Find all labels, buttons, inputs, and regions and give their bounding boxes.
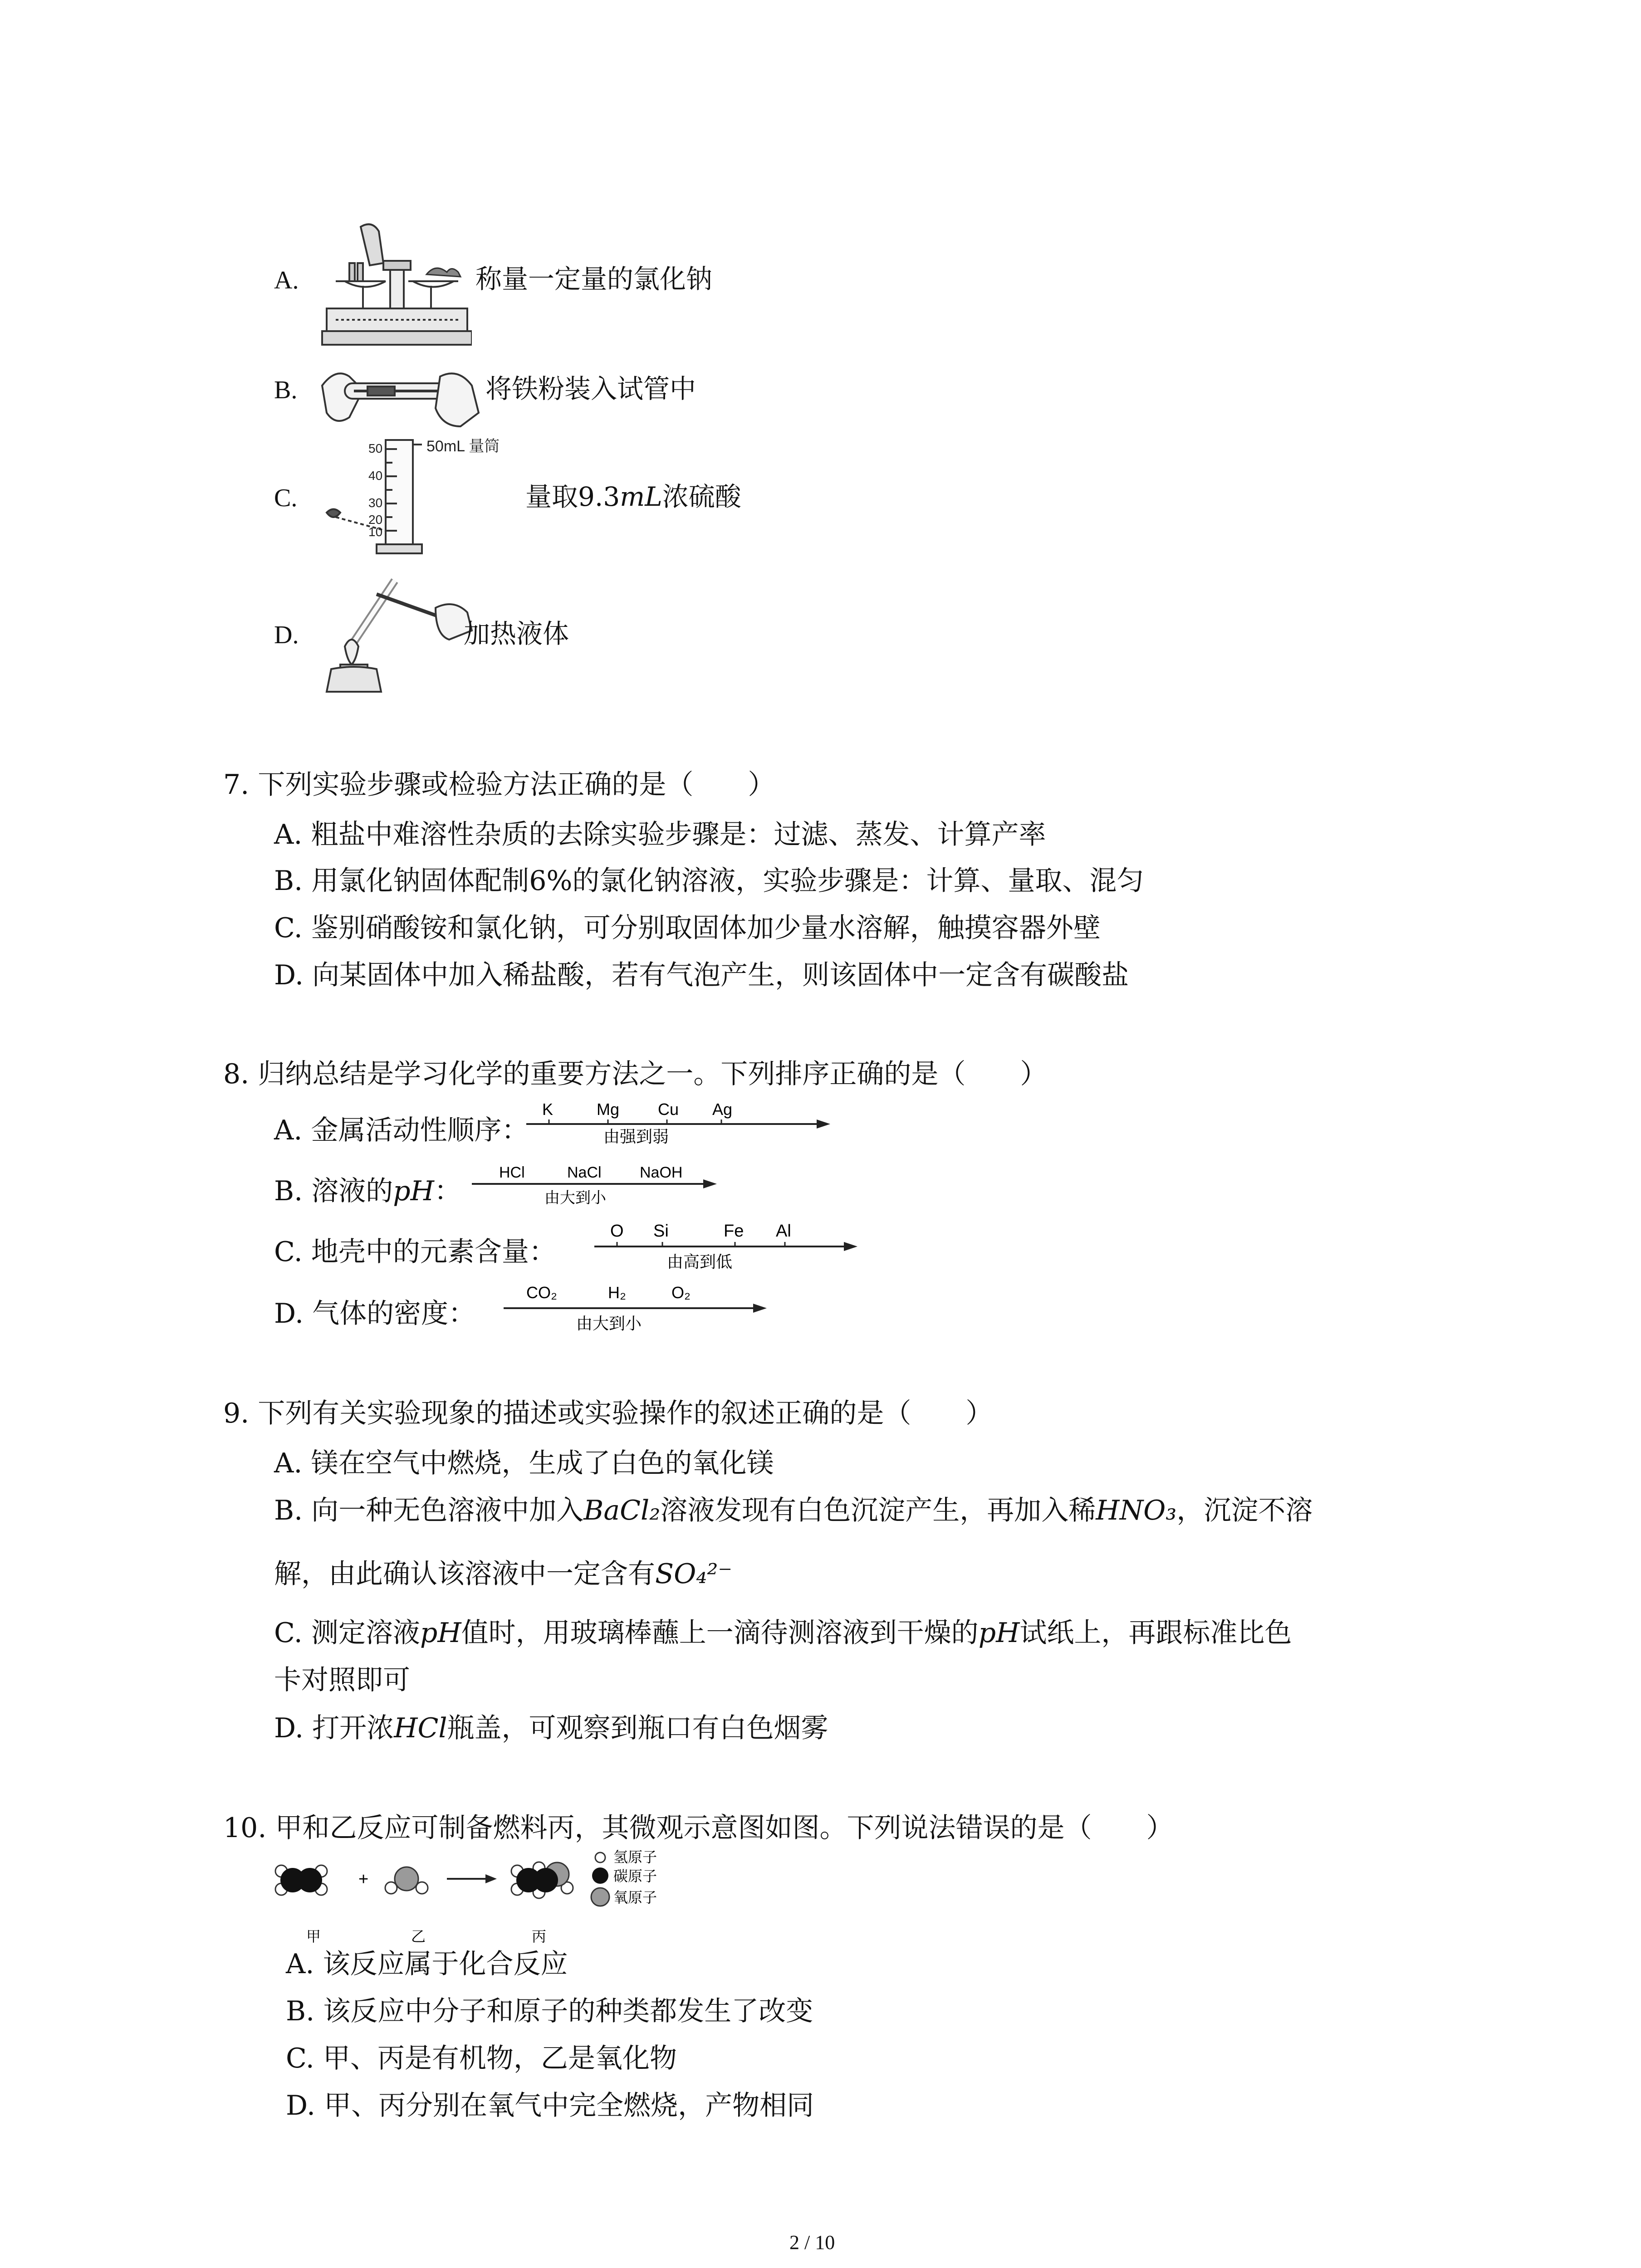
page-number: 2 / 10 (789, 2231, 835, 2253)
q7-stem: 7. 下列实验步骤或检验方法正确的是（ ） (223, 769, 775, 801)
q8-d-caption: 由大到小 (576, 1314, 642, 1333)
q8-b-item: HCl (499, 1164, 525, 1181)
q9-b-formula-bacl2: BaCl₂ (583, 1495, 661, 1526)
q7-option-d: D. 向某固体中加入稀盐酸，若有气泡产生，则该固体中一定含有碳酸盐 (274, 959, 1129, 991)
graduated-cylinder-illustration (318, 431, 544, 567)
q9-c-text: 试纸上，再跟标准比色 (1019, 1617, 1292, 1649)
q8-a-caption: 由强到弱 (603, 1127, 669, 1146)
q6-option-d-label: D. (274, 621, 299, 649)
molecule-bing (511, 1862, 573, 1898)
q6-c-unit: mL (620, 481, 662, 512)
label-yi: 乙 (411, 1928, 426, 1945)
molecule-yi (385, 1867, 428, 1894)
q9-option-c-line1 (274, 1619, 1292, 1647)
q8-d-order-arrow (499, 1282, 780, 1336)
q8-d-item: CO₂ (526, 1283, 557, 1302)
q9-b-text: B. 向一种无色溶液中加入 (274, 1495, 584, 1526)
q9-d-text: 瓶盖，可观察到瓶口有白色烟雾 (447, 1712, 828, 1744)
q10-stem: 10. 甲和乙反应可制备燃料丙，其微观示意图如图。下列说法错误的是（ ） (223, 1812, 1174, 1844)
q9-option-a: A. 镁在空气中燃烧，生成了白色的氧化镁 (274, 1447, 774, 1479)
q8-c-caption: 由高到低 (667, 1252, 733, 1271)
q8-option-a: A. 金属活动性顺序： (274, 1114, 529, 1146)
q9-b-formula-hno3: HNO₃ (1096, 1495, 1177, 1526)
legend-carbon: 碳原子 (613, 1868, 657, 1884)
q6-option-a-label: A. (274, 266, 299, 294)
q8-b-order-arrow (467, 1161, 740, 1211)
q9-b-text: ，沉淀不溶 (1176, 1495, 1313, 1526)
label-bing: 丙 (532, 1928, 547, 1945)
q8-a-order-arrow (522, 1098, 839, 1148)
q9-option-b-line1 (274, 1497, 1313, 1524)
q8-c-item: Fe (724, 1222, 744, 1241)
heating-liquid-illustration (318, 567, 481, 703)
q9-c-text: 值时，用玻璃棒蘸上一滴待测溶液到干燥的 (461, 1617, 979, 1649)
q10-option-d: D. 甲、丙分别在氧气中完全燃烧，产物相同 (286, 2090, 814, 2121)
scale-30: 30 (368, 496, 383, 510)
q8-a-item: K (542, 1100, 554, 1119)
cylinder-scale (368, 441, 382, 539)
q9-c-text: C. 测定溶液 (274, 1617, 420, 1649)
q8-c-item: O (610, 1222, 624, 1241)
q7-option-b: B. 用氯化钠固体配制6%的氯化钠溶液，实验步骤是：计算、量取、混匀 (274, 865, 1144, 897)
q6-option-b-text: 将铁粉装入试管中 (485, 373, 696, 404)
plus-sign: + (358, 1870, 369, 1889)
atom-legend (591, 1849, 657, 1906)
q10-option-c: C. 甲、丙是有机物，乙是氧化物 (286, 2043, 677, 2074)
q9-d-hcl: HCl (394, 1712, 447, 1744)
q6-option-a-text: 称量一定量的氯化钠 (475, 264, 713, 294)
q8-b-item: NaOH (640, 1164, 683, 1181)
q9-option-c-line2: 卡对照即可 (274, 1664, 410, 1696)
q8-c-order-arrow (590, 1220, 871, 1275)
q6-option-c-text (525, 481, 741, 512)
q6-option-c-label: C. (274, 484, 298, 512)
q10-option-b: B. 该反应中分子和原子的种类都发生了改变 (286, 1995, 813, 2027)
q8-a-item: Ag (712, 1100, 733, 1119)
legend-oxygen: 氧原子 (613, 1889, 657, 1906)
q8-c-item: Al (776, 1222, 791, 1241)
q6-option-d-text: 加热液体 (464, 618, 569, 649)
q8-d-item: O₂ (671, 1283, 691, 1302)
q9-b-formula-so4: SO₄²⁻ (655, 1558, 733, 1590)
q8-b-item: NaCl (567, 1164, 602, 1181)
q9-d-text: D. 打开浓 (274, 1712, 394, 1744)
q9-c-ph: pH (420, 1617, 461, 1649)
q6-option-b-label: B. (274, 376, 298, 404)
scale-20: 20 (368, 513, 383, 527)
q8-option-b (274, 1175, 461, 1207)
q10-option-a: A. 该反应属于化合反应 (286, 1948, 568, 1980)
legend-hydrogen: 氢原子 (613, 1849, 657, 1865)
scale-50: 50 (368, 441, 383, 455)
scale-10: 10 (368, 525, 383, 539)
q8-d-item: H₂ (608, 1283, 626, 1302)
q8-b-ph: pH (393, 1175, 434, 1207)
q8-stem: 8. 归纳总结是学习化学的重要方法之一。下列排序正确的是（ ） (223, 1058, 1048, 1090)
q7-option-a: A. 粗盐中难溶性杂质的去除实验步骤是：过滤、蒸发、计算产率 (274, 819, 1046, 850)
q8-option-c: C. 地壳中的元素含量： (274, 1236, 556, 1268)
molecule-jia (275, 1865, 327, 1895)
q6-c-suffix: 浓硫酸 (662, 481, 741, 512)
q9-b-text: 解，由此确认该溶液中一定含有 (274, 1558, 655, 1590)
q9-option-d (274, 1712, 828, 1744)
q6-c-prefix: 量取9.3 (525, 481, 620, 512)
q8-b-caption: 由大到小 (544, 1189, 606, 1207)
test-tube-powder-illustration (318, 358, 490, 440)
q7-option-c: C. 鉴别硝酸铵和氯化钠，可分别取固体加少量水溶解，触摸容器外壁 (274, 912, 1101, 944)
q9-option-b-line2 (274, 1560, 732, 1588)
balance-illustration (318, 218, 472, 354)
q8-b-suffix: ： (434, 1175, 461, 1207)
label-jia: 甲 (306, 1928, 321, 1945)
reaction-arrow-head (485, 1874, 497, 1883)
scale-40: 40 (368, 469, 383, 483)
q9-b-text: 溶液发现有白色沉淀产生，再加入稀 (660, 1495, 1096, 1526)
q8-a-item: Mg (597, 1100, 620, 1119)
q8-option-d: D. 气体的密度： (274, 1298, 476, 1330)
q8-c-item: Si (653, 1222, 669, 1241)
cylinder-label: 50mL 量筒 (426, 438, 500, 455)
q10-reaction-diagram (272, 1846, 749, 1946)
q8-a-item: Cu (658, 1100, 679, 1119)
q9-stem: 9. 下列有关实验现象的描述或实验操作的叙述正确的是（ ） (223, 1398, 993, 1429)
q8-b-prefix: B. 溶液的 (274, 1175, 393, 1207)
q9-c-ph: pH (978, 1617, 1020, 1649)
